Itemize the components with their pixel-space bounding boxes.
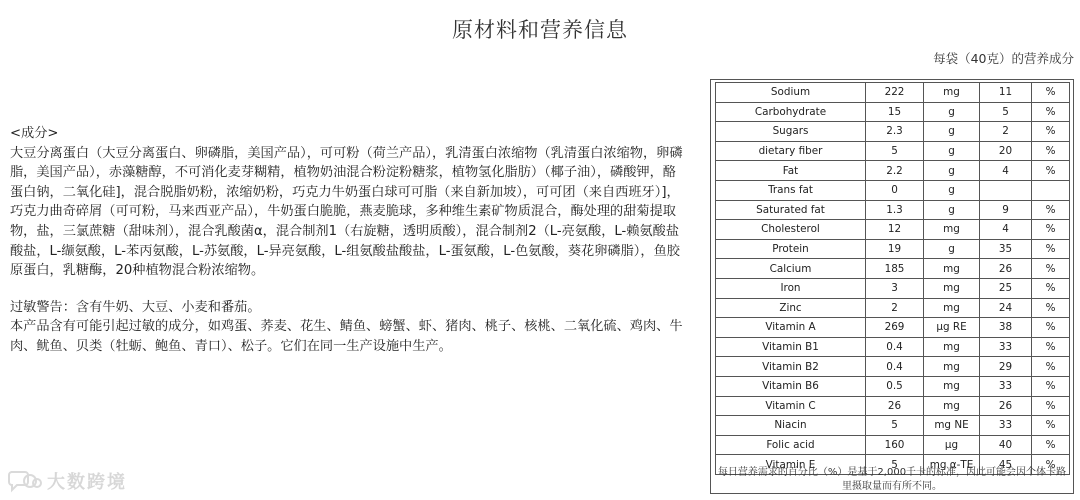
nutrition-cell-amount: 2.2 bbox=[866, 161, 924, 181]
nutrition-cell-amount: 0 bbox=[866, 180, 924, 200]
nutrition-cell-amount: 2 bbox=[866, 298, 924, 318]
ingredients-section bbox=[10, 124, 688, 357]
nutrition-cell-unit: mg α-TE bbox=[924, 455, 980, 475]
nutrition-cell-name: Iron bbox=[716, 278, 866, 298]
nutrition-row bbox=[716, 435, 1070, 455]
nutrition-cell-unit: mg bbox=[924, 259, 980, 279]
nutrition-cell-pct: % bbox=[1032, 376, 1070, 396]
nutrition-cell-amount: 1.3 bbox=[866, 200, 924, 220]
nutrition-cell-pct: % bbox=[1032, 200, 1070, 220]
nutrition-cell-pct: % bbox=[1032, 357, 1070, 377]
nutrition-cell-amount: 3 bbox=[866, 278, 924, 298]
nutrition-cell-dv: 29 bbox=[980, 357, 1032, 377]
nutrition-footnote: 每日营养需求的百分比（%）是基于2,000千卡的标准，因此可能会因个体卡路里摄取量而有所不同。 bbox=[717, 467, 1067, 492]
nutrition-cell-dv: 4 bbox=[980, 220, 1032, 240]
nutrition-row bbox=[716, 357, 1070, 377]
nutrition-cell-dv: 38 bbox=[980, 318, 1032, 338]
nutrition-cell-name: Vitamin B6 bbox=[716, 376, 866, 396]
watermark-text: 大数跨境 bbox=[47, 472, 127, 493]
nutrition-row bbox=[716, 200, 1070, 220]
nutrition-cell-amount: 12 bbox=[866, 220, 924, 240]
nutrition-cell-name: Sugars bbox=[716, 122, 866, 142]
nutrition-cell-dv: 20 bbox=[980, 141, 1032, 161]
nutrition-cell-unit: mg bbox=[924, 376, 980, 396]
nutrition-cell-name: Vitamin E bbox=[716, 455, 866, 475]
nutrition-row bbox=[716, 396, 1070, 416]
nutrition-cell-pct: % bbox=[1032, 396, 1070, 416]
nutrition-cell-amount: 185 bbox=[866, 259, 924, 279]
chat-bubbles-logo-icon bbox=[8, 469, 42, 493]
nutrition-row bbox=[716, 239, 1070, 259]
nutrition-cell-name: Zinc bbox=[716, 298, 866, 318]
nutrition-cell-dv: 9 bbox=[980, 200, 1032, 220]
ingredients-text: 大豆分离蛋白（大豆分离蛋白、卵磷脂，美国产品），可可粉（荷兰产品），乳清蛋白浓缩物（乳清蛋白浓缩物，卵磷脂，美国产品），赤藻糖醇，不可消化麦芽糊精，植物奶油混合粉淀粉糖浆，植物氢化脂肪）（椰子油），磷酸钾，酪蛋白钠，二氧化硅]，混合脱脂奶粉，浓缩奶粉，巧克力牛奶蛋白球可可脂（来自新加坡），可可团（来自西班牙）]，巧克力曲奇碎屑（可可粉，马来西亚产品），牛奶蛋白脆脆，燕麦脆球，多种维生素矿物质混合，酶处理的甜菊提取物，盐，三氯蔗糖（甜味剂），混合乳酸菌α，混合制剂1（右旋糖，透明质酸），混合制剂2（L-亮氨酸，L-赖氨酸盐酸盐，L-缬氨酸，L-苯丙氨酸，L-苏氨酸，L-异亮氨酸，L-组氨酸盐酸盐，L-蛋氨酸，L-色氨酸，葵花卵磷脂），鱼胶原蛋白，乳糖酶，20种植物混合粉浓缩物。 bbox=[10, 145, 683, 279]
nutrition-cell-amount: 269 bbox=[866, 318, 924, 338]
nutrition-cell-pct: % bbox=[1032, 298, 1070, 318]
nutrition-cell-unit: g bbox=[924, 141, 980, 161]
nutrition-cell-pct: % bbox=[1032, 220, 1070, 240]
nutrition-cell-amount: 0.4 bbox=[866, 337, 924, 357]
nutrition-cell-name: Trans fat bbox=[716, 180, 866, 200]
nutrition-cell-unit: g bbox=[924, 180, 980, 200]
nutrition-cell-pct: % bbox=[1032, 122, 1070, 142]
nutrition-cell-name: Saturated fat bbox=[716, 200, 866, 220]
nutrition-cell-amount: 5 bbox=[866, 416, 924, 436]
nutrition-cell-pct: % bbox=[1032, 337, 1070, 357]
nutrition-cell-unit: g bbox=[924, 161, 980, 181]
nutrition-cell-name: Carbohydrate bbox=[716, 102, 866, 122]
nutrition-cell-pct: % bbox=[1032, 102, 1070, 122]
nutrition-cell-dv: 26 bbox=[980, 396, 1032, 416]
nutrition-cell-unit: mg bbox=[924, 220, 980, 240]
nutrition-cell-amount: 5 bbox=[866, 141, 924, 161]
nutrition-cell-dv: 40 bbox=[980, 435, 1032, 455]
watermark bbox=[8, 468, 127, 494]
nutrition-cell-dv bbox=[980, 180, 1032, 200]
nutrition-cell-dv: 25 bbox=[980, 278, 1032, 298]
nutrition-row bbox=[716, 298, 1070, 318]
nutrition-row bbox=[716, 161, 1070, 181]
nutrition-row bbox=[716, 220, 1070, 240]
nutrition-cell-name: Vitamin B2 bbox=[716, 357, 866, 377]
nutrition-row bbox=[716, 141, 1070, 161]
nutrition-cell-unit: g bbox=[924, 102, 980, 122]
nutrition-cell-name: Fat bbox=[716, 161, 866, 181]
nutrition-cell-pct: % bbox=[1032, 161, 1070, 181]
nutrition-cell-name: Calcium bbox=[716, 259, 866, 279]
nutrition-cell-pct: % bbox=[1032, 416, 1070, 436]
nutrition-cell-name: dietary fiber bbox=[716, 141, 866, 161]
nutrition-cell-dv: 33 bbox=[980, 337, 1032, 357]
nutrition-cell-dv: 11 bbox=[980, 83, 1032, 103]
nutrition-cell-pct: % bbox=[1032, 141, 1070, 161]
page-title: 原材料和营养信息 bbox=[452, 18, 628, 42]
nutrition-cell-name: Cholesterol bbox=[716, 220, 866, 240]
allergy-warning: 过敏警告：含有牛奶、大豆、小麦和番茄。 bbox=[10, 299, 261, 315]
nutrition-cell-amount: 5 bbox=[866, 455, 924, 475]
nutrition-cell-name: Sodium bbox=[716, 83, 866, 103]
nutrition-cell-unit: g bbox=[924, 239, 980, 259]
nutrition-row bbox=[716, 259, 1070, 279]
ingredients-heading: <成分> bbox=[10, 126, 59, 141]
nutrition-cell-pct: % bbox=[1032, 455, 1070, 475]
nutrition-cell-unit: mg NE bbox=[924, 416, 980, 436]
nutrition-cell-dv: 26 bbox=[980, 259, 1032, 279]
nutrition-cell-amount: 19 bbox=[866, 239, 924, 259]
nutrition-cell-name: Folic acid bbox=[716, 435, 866, 455]
nutrition-cell-dv: 2 bbox=[980, 122, 1032, 142]
nutrition-cell-pct: % bbox=[1032, 259, 1070, 279]
nutrition-cell-unit: g bbox=[924, 200, 980, 220]
nutrition-cell-amount: 0.4 bbox=[866, 357, 924, 377]
nutrition-cell-unit: mg bbox=[924, 83, 980, 103]
nutrition-cell-pct: % bbox=[1032, 435, 1070, 455]
nutrition-cell-dv: 5 bbox=[980, 102, 1032, 122]
nutrition-cell-unit: μg bbox=[924, 435, 980, 455]
nutrition-cell-name: Niacin bbox=[716, 416, 866, 436]
nutrition-cell-pct: % bbox=[1032, 318, 1070, 338]
nutrition-cell-name: Vitamin A bbox=[716, 318, 866, 338]
nutrition-table-body bbox=[716, 83, 1070, 475]
nutrition-cell-pct: % bbox=[1032, 83, 1070, 103]
nutrition-cell-amount: 2.3 bbox=[866, 122, 924, 142]
nutrition-cell-unit: mg bbox=[924, 298, 980, 318]
nutrition-cell-unit: mg bbox=[924, 357, 980, 377]
nutrition-cell-unit: mg bbox=[924, 278, 980, 298]
nutrition-row bbox=[716, 416, 1070, 436]
nutrition-cell-dv: 33 bbox=[980, 416, 1032, 436]
nutrition-row bbox=[716, 337, 1070, 357]
nutrition-row bbox=[716, 102, 1070, 122]
nutrition-cell-dv: 33 bbox=[980, 376, 1032, 396]
nutrition-cell-pct: % bbox=[1032, 278, 1070, 298]
nutrition-cell-amount: 0.5 bbox=[866, 376, 924, 396]
nutrition-cell-pct: % bbox=[1032, 239, 1070, 259]
nutrition-cell-amount: 26 bbox=[866, 396, 924, 416]
nutrition-heading: 每袋（40克）的营养成分 bbox=[933, 51, 1074, 66]
nutrition-cell-unit: μg RE bbox=[924, 318, 980, 338]
nutrition-cell-name: Protein bbox=[716, 239, 866, 259]
nutrition-row bbox=[716, 122, 1070, 142]
nutrition-row bbox=[716, 318, 1070, 338]
nutrition-cell-pct bbox=[1032, 180, 1070, 200]
nutrition-cell-amount: 222 bbox=[866, 83, 924, 103]
nutrition-row bbox=[716, 376, 1070, 396]
nutrition-cell-amount: 15 bbox=[866, 102, 924, 122]
nutrition-cell-unit: g bbox=[924, 122, 980, 142]
nutrition-cell-dv: 4 bbox=[980, 161, 1032, 181]
nutrition-facts-box bbox=[710, 79, 1074, 494]
allergy-note: 本产品含有可能引起过敏的成分，如鸡蛋、荞麦、花生、鲭鱼、螃蟹、虾、猪肉、桃子、核桃、二氧化硫、鸡肉、牛肉、鱿鱼、贝类（牡蛎、鲍鱼、青口）、松子。它们在同一生产设施中生产。 bbox=[10, 319, 683, 354]
nutrition-cell-dv: 35 bbox=[980, 239, 1032, 259]
nutrition-cell-amount: 160 bbox=[866, 435, 924, 455]
nutrition-row bbox=[716, 180, 1070, 200]
nutrition-cell-dv: 24 bbox=[980, 298, 1032, 318]
nutrition-cell-unit: mg bbox=[924, 396, 980, 416]
nutrition-cell-unit: mg bbox=[924, 337, 980, 357]
nutrition-cell-name: Vitamin C bbox=[716, 396, 866, 416]
nutrition-row bbox=[716, 278, 1070, 298]
nutrition-table bbox=[715, 82, 1070, 475]
nutrition-cell-dv: 45 bbox=[980, 455, 1032, 475]
nutrition-row bbox=[716, 83, 1070, 103]
nutrition-cell-name: Vitamin B1 bbox=[716, 337, 866, 357]
